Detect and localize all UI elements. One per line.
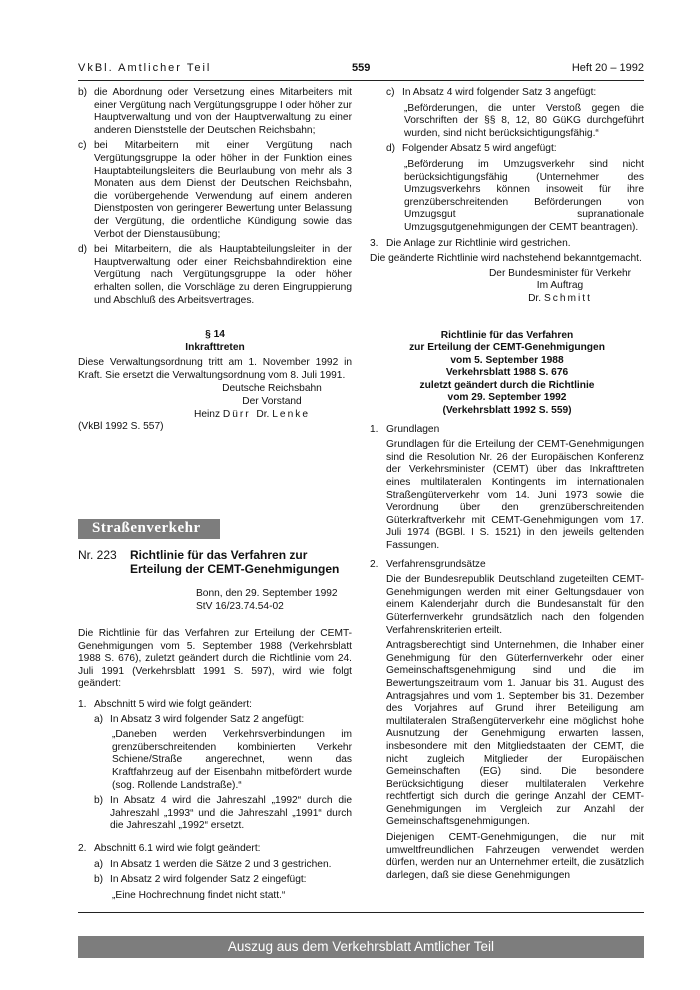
amendments xyxy=(78,628,352,902)
list-item: a) In Absatz 3 wird folgender Satz 2 angefügt: xyxy=(94,713,305,725)
header-left: VkBl. Amtlicher Teil xyxy=(78,62,212,74)
section-text: Diese Verwaltungsordnung tritt am 1. November 1992 in Kraft. Sie ersetzt die Verwaltungsordnung vom 8. Juli 1991. xyxy=(78,357,352,381)
category-band: Straßenverkehr xyxy=(78,519,220,539)
list-item: 1. Abschnitt 5 wird wie folgt geändert: xyxy=(78,698,252,710)
quote-text: „Eine Hochrechnung findet nicht statt.“ xyxy=(112,889,286,901)
signature-block: Der Bundesminister für Verkehr Im Auftrag Dr. Schmitt xyxy=(488,267,632,304)
list-item: 2. Abschnitt 6.1 wird wie folgt geändert: xyxy=(78,842,261,854)
header-right: Heft 20 – 1992 xyxy=(571,62,644,74)
section-text: Antragsberechtigt sind Unternehmen, die Inhaber einer Genehmigung für den Güterfernverkehr oder einer Gemeinschaftsgenehmigung sind und die im Bewertungszeitraum vom 1. Januar bis 31. August des Antragsjahres und vom 1. September bis 31. Dezember des Vorjahres auf Grund ihrer Beteiligung am multilateralen Straßengüterverkehr eine möglichst hohe Ausnutzung der Genehmigung erwarten lassen, insbesondere mit den Mitgliedstaaten der CEMT, die nicht zugleich Mitglieder der Europäischen Gemeinschaften (EG) sind. Die besondere Berücksichtigung dieser multilateralen Verkehre rechtfertigt sich durch die geringe Anzahl der CEMT-Genehmigungen im Vergleich zur Anzahl der Gemeinschaftsgenehmigungen. xyxy=(386,640,644,828)
section-text: Diejenigen CEMT-Genehmigungen, die nur mit umweltfreundlichen Fahrzeugen verwendet werden dürfen, werden nur an Unternehmer erteilt, die zusätzlich darlegen, daß sie diese Genehmigungen xyxy=(386,832,644,881)
list-item: 1. Grundlagen xyxy=(370,423,440,435)
footer-rule xyxy=(78,912,644,913)
quote-text: „Daneben werden Verkehrsverbindungen im grenzüberschreitenden kombinierten Verkehr Schiene/Straße angerechnet, wenn das Kraftfahrzeug auf der Eisenbahn mitbefördert wurde (sog. Rollende Landstraße).“ xyxy=(112,729,352,791)
document-title: Richtlinie für das Verfahren zur Erteilung der CEMT-Genehmigungen xyxy=(130,548,340,576)
right-column xyxy=(370,87,644,882)
directive-title: Richtlinie für das Verfahren zur Erteilung der CEMT-Genehmigungen vom 5. September 1988 Verkehrsblatt 1988 S. 676 zuletzt geändert durch die Richtlinie vom 29. September 1992 (Verkehrsblatt 1992 S. 559) xyxy=(409,329,605,417)
quote-text: „Beförderung im Umzugsverkehr sind nicht berücksichtigungsfähig (Unternehmer des Umzugsverkehrs können insoweit für ihre grenzüberschreitenden Beförderungen von Umzugsgut supranationale Umzugsgutgenehmigungen der CEMT beantragen). xyxy=(404,158,644,233)
quote-text: „Beförderungen, die unter Verstoß gegen die Vorschriften der §§ 8, 12, 80 GüKG durchgeführt wurden, sind nicht berücksichtigungsfähig.“ xyxy=(404,102,644,139)
list-item: b) In Absatz 2 wird folgender Satz 2 eingefügt: xyxy=(94,874,307,886)
section-text: Die der Bundesrepublik Deutschland zugeteilten CEMT-Genehmigungen werden mit einer Geltungsdauer von einem Kalenderjahr durch die Bundesanstalt für den Güterfernverkehr grundsätzlich nach den folgenden Verfahrenskriterien erteilt. xyxy=(386,574,644,636)
list-item: a) In Absatz 1 werden die Sätze 2 und 3 gestrichen. xyxy=(94,858,332,870)
list-item: b) In Absatz 4 wird die Jahreszahl „1992“ durch die Jahreszahl „1993“ und die Jahreszahl „1991“ durch die Jahreszahl „1992“ ersetzt. xyxy=(94,795,352,832)
signature-block: Deutsche Reichsbahn Der Vorstand xyxy=(222,383,322,408)
list-item: c) bei Mitarbeitern mit einer Vergütung nach Vergütungsgruppe Ia oder höher in der Funktion eines Hauptabteilungsleiters die Beurlaubung von mehr als 3 Monaten aus dem Dienst der Deutschen Reichsbahn, die vorübergehende Verwendung auf einem anderen Dienstposten von geringerer Bewertung unter Belassung der Vergütung, die ordentliche Kündigung sowie das Verbot der Dienstausübung; xyxy=(78,140,352,240)
list-item: 3. Die Anlage zur Richtlinie wird gestrichen. xyxy=(370,237,571,249)
reference: (VkBl 1992 S. 557) xyxy=(78,421,164,433)
header-rule xyxy=(78,80,644,81)
page-number: 559 xyxy=(352,62,371,74)
date-block: Bonn, den 29. September 1992 StV 16/23.74.54-02 xyxy=(196,588,338,612)
section-text: Grundlagen für die Erteilung der CEMT-Genehmigungen sind die Resolution Nr. 26 der Europäischen Konferenz der Verkehrsminister (CEMT) über das Inkrafttreten eines multilateralen Kontingents im internationalen Straßengüterverkehr vom 14. Juni 1973 sowie die Verordnung über den grenzüberschreitenden Güterkraftverkehr mit CEMT-Genehmigungen vom 17. Juli 1974 (BGBl. I S. 1521) in den jeweils geltenden Fassungen. xyxy=(386,439,644,551)
list-item: 2. Verfahrensgrundsätze xyxy=(370,558,486,570)
publication-note: Die geänderte Richtlinie wird nachstehend bekanntgemacht. xyxy=(370,253,642,265)
list-item: d) bei Mitarbeitern, die als Hauptabteilungsleiter in der Hauptverwaltung oder einer Reichsbahndirektion eine Vergütung nach Vergütungsgruppe Ia oder höher erhalten sollen, die Vorschläge zu deren Eingruppierung und Abschluß des Arbeitsvertrages. xyxy=(78,244,352,306)
section-number: § 14 xyxy=(205,329,225,341)
left-column xyxy=(78,87,352,434)
list-item: d) Folgender Absatz 5 wird angefügt: xyxy=(386,143,557,155)
list-item: b) die Abordnung oder Versetzung eines Mitarbeiters mit einer Vergütung nach Vergütungsgruppe I oder höher zur Hauptverwaltung und von der Hauptverwaltung zu einer anderen Dienststelle der Deutschen Reichsbahn; xyxy=(78,87,352,136)
signature-names: Heinz Dürr Dr. Lenke xyxy=(194,408,311,420)
footer-band: Auszug aus dem Verkehrsblatt Amtlicher Teil xyxy=(78,936,644,958)
list-item: c) In Absatz 4 wird folgender Satz 3 angefügt: xyxy=(386,87,597,98)
intro-text: Die Richtlinie für das Verfahren zur Erteilung der CEMT-Genehmigungen vom 5. September 1988 (Verkehrsblatt 1988 S. 676), zuletzt geändert durch die Richtlinie vom 24. Juli 1991 (Verkehrsblatt 1991 S. 597), wird wie folgt geändert: xyxy=(78,628,352,690)
section-title: Inkrafttreten xyxy=(185,341,245,353)
